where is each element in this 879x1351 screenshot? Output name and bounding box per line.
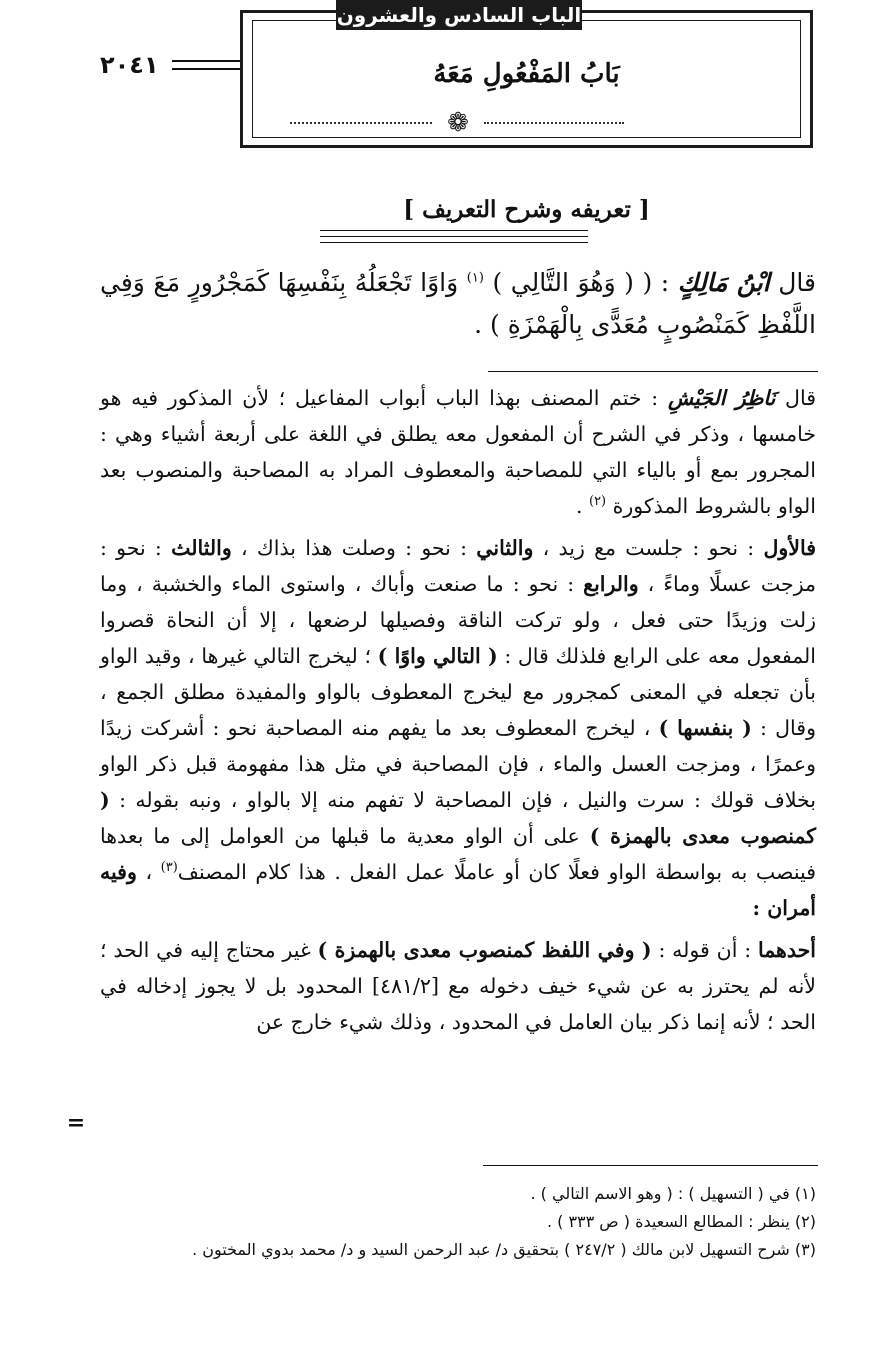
matn-quote — [100, 262, 816, 346]
paragraph-text: : نحو : ما صنعت وأباك ، واستوى الماء والخشبة ، وما زلت وزيدًا حتى فعل ، ولو تركت الناقة وفصيلها لرضعها ، إلا أن النحاة قصروا المفعول معه على الرابع فلذلك قال : — [100, 572, 816, 668]
ornament-dotted-line-right — [484, 122, 624, 124]
matn-separator — [488, 371, 818, 372]
quoted-phrase: ( التالي واوًا ) — [377, 644, 498, 668]
quoted-phrase: ( كمنصوب معدى بالهمزة ) — [100, 788, 817, 848]
flower-ornament-icon: ❁ — [447, 108, 469, 138]
paragraph-text: : أن قوله : — [651, 938, 758, 962]
page-number: ٢٠٤١ — [100, 51, 159, 79]
paragraph — [100, 530, 816, 926]
keyword: فالأول — [763, 536, 816, 560]
commentator-name: نَاظِرُ الجَيْشِ — [667, 386, 776, 410]
matn-intro: قال — [769, 268, 816, 297]
paragraph-text: ؛ ليخرج التالي غيرها ، وقيد الواو بأن تجعله في المعنى كمجرور مع ليخرج المعطوف بالواو والمفيدة مطلق الجمع ، وقال : — [100, 644, 816, 740]
paragraph-text: : ختم المصنف بهذا الباب أبواب المفاعيل ؛ لأن المذكور فيه هو خامسها ، وذكر في الشرح أن المفعول معه يطلق في اللغة على أربعة أشياء وهي : المجرور بمع أو بالياء التي للمصاحبة والمعطوف المراد به المصاحبة والمنصوب بعد الواو بالشروط المذكورة — [100, 386, 816, 518]
paragraph-text: قال — [775, 386, 816, 410]
keyword: أحدهما — [757, 938, 816, 962]
section-heading: [ تعريفه وشرح التعريف ] — [403, 196, 650, 223]
keyword: والثالث — [171, 536, 232, 560]
paragraph-text: : نحو : مزجت عسلًا وماءً ، — [100, 536, 816, 596]
author-name: ابْنُ مَالِكٍ — [677, 268, 770, 297]
footnote: (٢) ينظر : المطالع السعيدة ( ص ٣٣٣ ) . — [546, 1212, 816, 1231]
keyword: والرابع — [583, 572, 639, 596]
paragraph — [100, 380, 816, 524]
page-number-rule — [172, 60, 240, 70]
paragraph-text: غير محتاج إليه في الحد ؛ لأنه لم يحترز به عن شيء خيف دخوله مع [٤٨١/٢] المحدود بل لا يجوز إدخاله في الحد ؛ لأنه إنما ذكر بيان العامل في المحدود ، وذلك شيء خارج عن — [100, 938, 816, 1034]
footnote-ref: (٢) — [588, 494, 607, 510]
quoted-phrase: ( بنفسها ) — [658, 716, 752, 740]
footnote-separator — [483, 1165, 818, 1166]
keyword: والثاني — [476, 536, 534, 560]
commentary-body — [100, 380, 816, 1046]
footnote-ref: (٣) — [160, 860, 178, 876]
paragraph — [100, 932, 816, 1040]
keyword: وفيه أمران : — [100, 860, 816, 920]
footnote: (٣) شرح التسهيل لابن مالك ( ٢٤٧/٢ ) بتحقيق د/ عبد الرحمن السيد و د/ محمد بدوي المختون . — [192, 1240, 816, 1259]
matn-text: : ( ( وَهُوَ التَّالِي ) — [483, 268, 678, 297]
quoted-phrase: ( وفي اللفظ كمنصوب معدى بالهمزة ) — [317, 938, 652, 962]
ornament-dotted-line-left — [290, 122, 432, 124]
continuation-mark: = — [66, 1110, 86, 1136]
heading-underline — [320, 230, 588, 252]
paragraph-text: على أن الواو معدية ما قبلها من العوامل إلى ما بعدها فينصب به بواسطة الواو فعلًا كان أو عاملًا عمل الفعل . هذا كلام المصنف — [100, 824, 817, 884]
paragraph-text: ، ليخرج المعطوف بعد ما يفهم منه المصاحبة نحو : أشركت زيدًا وعمرًا ، ومزجت العسل والماء ، فإن المصاحبة في مثل هذا مفهومة قبل ذكر الواو بخلاف قولك : سرت والنيل ، فإن المصاحبة لا تفهم منه إلا بالواو ، ونبه بقوله : — [100, 716, 816, 812]
paragraph-text: : نحو : وصلت هذا بذاك ، — [231, 536, 477, 560]
footnote: (١) في ( التسهيل ) : ( وهو الاسم التالي ) . — [530, 1184, 816, 1203]
footnotes — [100, 1180, 816, 1264]
chapter-title: بَابُ المَفْعُولِ مَعَهُ — [433, 59, 620, 89]
paragraph-text: : نحو : جلست مع زيد ، — [533, 536, 764, 560]
chapter-label: الباب السادس والعشرون — [336, 0, 582, 30]
matn-text: وَاوًا تَجْعَلُهُ بِنَفْسِهَا كَمَجْرُورٍ مَعَ وَفِي اللَّفْظِ كَمَنْصُوبٍ مُعَدًّى بِالْهَمْزَةِ ) . — [100, 268, 816, 339]
paragraph-text: . — [575, 494, 589, 518]
footnote-ref: (١) — [466, 270, 484, 286]
paragraph-text: ، — [136, 860, 161, 884]
